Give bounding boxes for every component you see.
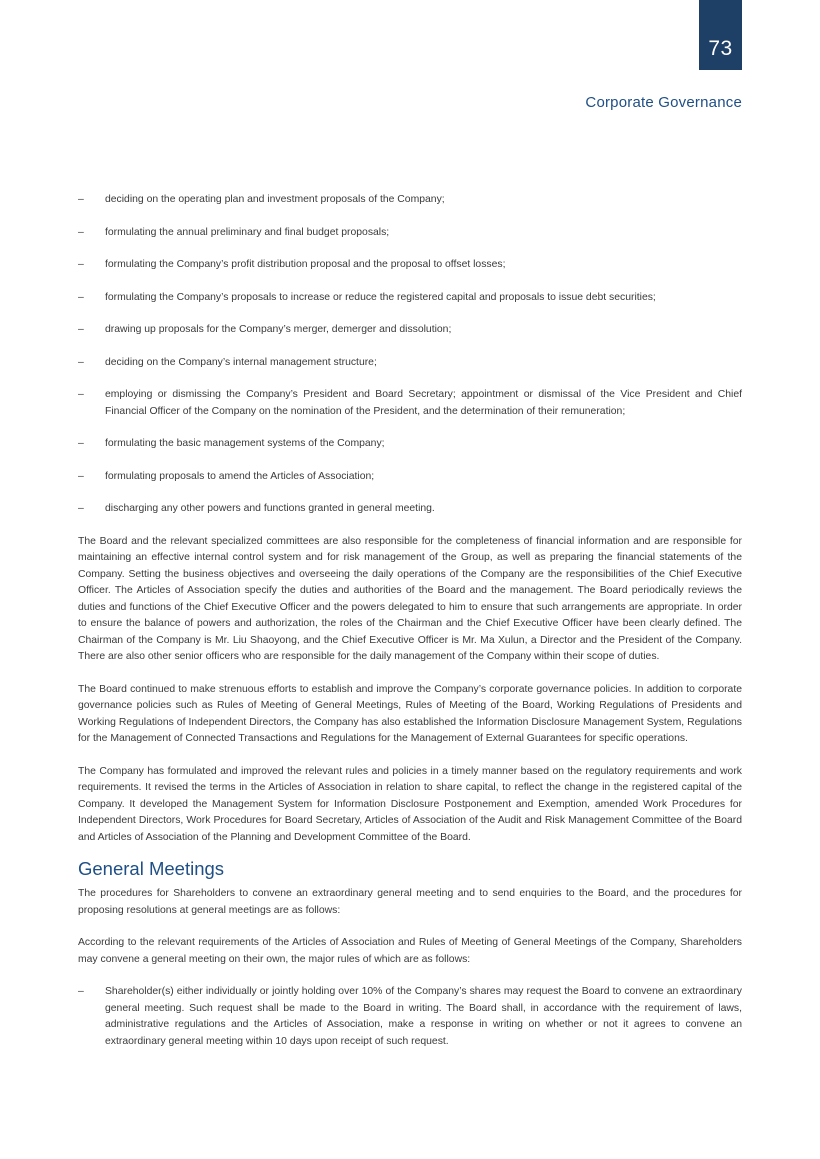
- list-item: [78, 192, 742, 209]
- dash-marker: –: [78, 324, 84, 335]
- rules-update-paragraph: The Company has formulated and improved the relevant rules and policies in a timely manner based on the regulatory requirements and work requirements. It revised the terms in the Articles of Association in relation to share capital, to reflect the change in the registered capital of the Company. It developed the Management System for Information Disclosure Postponement and Exemption, amended Work Procedures for Independent Directors, Work Procedures for Board Secretary, Articles of Association of the Audit and Risk Management Committee of the Board and Articles of Association of the Planning and Development Committee of the Board.: [78, 765, 742, 843]
- list-item: [78, 436, 742, 453]
- list-item: [78, 322, 742, 339]
- board-responsibilities-paragraph: The Board and the relevant specialized committees are also responsible for the completeness of financial information and are responsible for maintaining an effective internal control system and for risk management of the Group, as well as preparing the financial statements of the Company. Setting the business objectives and overseeing the daily operations of the Company are the responsibilities of the Chief Executive Officer. The Articles of Association specify the duties and authorities of the Board and the management. The Board periodically reviews the duties and functions of the Chief Executive Officer and the powers delegated to him to ensure that such arrangements are appropriate. In order to ensure the balance of powers and authorization, the roles of the Chairman and the Chief Executive Officer have been clearly defined. The Chairman of the Company is Mr. Liu Shaoyong, and the Chief Executive Officer is Mr. Ma Xulun, a Director and the President of the Company. There are also other senior officers who are responsible for the daily management of the Company within their scope of duties.: [78, 535, 742, 662]
- list-item-text: employing or dismissing the Company’s President and Board Secretary; appointment or dismissal of the Vice President and Chief Financial Officer of the Company on the nomination of the President, and the determination of their remuneration;: [105, 389, 742, 417]
- page-number: 73: [708, 37, 733, 60]
- list-item-text: deciding on the Company’s internal management structure;: [105, 356, 377, 368]
- dash-marker: –: [78, 194, 84, 205]
- list-item-text: formulating the Company’s proposals to increase or reduce the registered capital and proposals to issue debt securities;: [105, 291, 656, 303]
- list-item: [78, 387, 742, 420]
- section-title: Corporate Governance: [585, 94, 742, 111]
- page-number-tab: [699, 0, 742, 70]
- general-meetings-heading: General Meetings: [78, 858, 225, 879]
- list-item-text: formulating the Company’s profit distribution proposal and the proposal to offset losses;: [105, 259, 506, 270]
- list-item: [78, 984, 742, 1050]
- board-powers-list: [78, 192, 742, 518]
- list-item-text: discharging any other powers and functions granted in general meeting.: [105, 503, 435, 514]
- list-item: [78, 290, 742, 307]
- list-item-text: Shareholder(s) either individually or jointly holding over 10% of the Company’s shares may request the Board to convene an extraordinary general meeting. Such request shall be made to the Board in writing. The Board shall, in accordance with the requirement of laws, administrative regulations and the Articles of Association, make a response in writing on whether or not it agrees to convene an extraordinary general meeting within 10 days upon receipt of such request.: [105, 986, 742, 1047]
- list-item-text: formulating the basic management systems of the Company;: [105, 438, 385, 449]
- list-item: [78, 225, 742, 242]
- dash-marker: –: [78, 986, 84, 997]
- list-item: [78, 501, 742, 518]
- general-meetings-rules-list: [78, 984, 742, 1050]
- dash-marker: –: [78, 356, 84, 368]
- general-meetings-intro: The procedures for Shareholders to convene an extraordinary general meeting and to send enquiries to the Board, and the procedures for proposing resolutions at general meetings are as follows:: [78, 888, 742, 916]
- list-item-text: deciding on the operating plan and investment proposals of the Company;: [105, 194, 445, 205]
- list-item-text: formulating proposals to amend the Articles of Association;: [105, 470, 375, 482]
- dash-marker: –: [78, 503, 84, 514]
- dash-marker: –: [78, 438, 84, 449]
- list-item: [78, 469, 742, 486]
- list-item-text: drawing up proposals for the Company’s merger, demerger and dissolution;: [105, 324, 452, 335]
- dash-marker: –: [78, 291, 84, 303]
- dash-marker: –: [78, 470, 84, 482]
- list-item-text: formulating the annual preliminary and final budget proposals;: [105, 226, 390, 238]
- dash-marker: –: [78, 259, 84, 270]
- general-meetings-rules-intro: According to the relevant requirements of the Articles of Association and Rules of Meeting of General Meetings of the Company, Shareholders may convene a general meeting on their own, the major rules of which are as follows:: [78, 937, 742, 965]
- dash-marker: –: [78, 389, 84, 400]
- list-item: [78, 355, 742, 372]
- page-body: [78, 192, 742, 1066]
- list-item: [78, 257, 742, 274]
- dash-marker: –: [78, 226, 84, 238]
- governance-policies-paragraph: The Board continued to make strenuous efforts to establish and improve the Company’s corporate governance policies. In addition to corporate governance policies such as Rules of Meeting of General Meetings, Rules of Meeting of the Board, Working Regulations of Presidents and Working Regulations of Independent Directors, the Company has also established the Information Disclosure Management System, Regulations for the Management of Connected Transactions and Regulations for the Management of External Guarantees for specific operations.: [78, 683, 742, 744]
